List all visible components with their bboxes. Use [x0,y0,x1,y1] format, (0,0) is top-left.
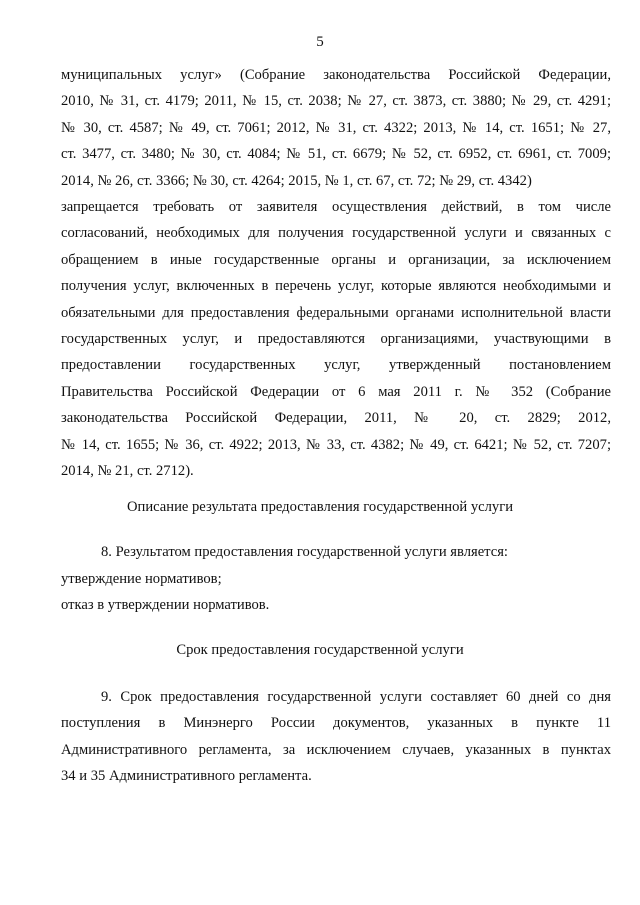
paragraph-line: муниципальных услуг» (Собрание законодательства Российской Федерации, [61,67,611,83]
item-8-intro: 8. Результатом предоставления государственной услуги является: [101,544,508,560]
item-8-option-approval: утверждение нормативов; [61,571,222,587]
section-heading-result: Описание результата предоставления государственной услуги [126,499,514,515]
paragraph-line: № 30, ст. 4587; № 49, ст. 7061; 2012, № 31, ст. 4322; 2013, № 14, ст. 1651; № 27, [61,119,611,136]
paragraph-line: государственных услуг, и предоставляются организациями, участвующими в [61,331,611,348]
paragraph-line: предоставлении государственных услуг, утвержденный постановлением [61,357,611,374]
paragraph-line: поступления в Минэнерго России документов, указанных в пункте 11 [61,715,611,732]
paragraph-line: № 14, ст. 1655; № 36, ст. 4922; 2013, № 33, ст. 4382; № 49, ст. 6421; № 52, ст. 7207; [61,436,611,453]
paragraph-line: 2014, № 26, ст. 3366; № 30, ст. 4264; 2015, № 1, ст. 67, ст. 72; № 29, ст. 4342) [61,172,532,189]
paragraph-line: Правительства Российской Федерации от 6 мая 2011 г. № 352 (Собрание [61,383,611,400]
paragraph-line: обращением в иные государственные органы и организации, за исключением [61,251,611,268]
paragraph-line: 2014, № 21, ст. 2712). [61,463,194,480]
section-heading-term: Срок предоставления государственной услуги [176,642,464,658]
paragraph-line: законодательства Российской Федерации, 2011, № 20, ст. 2829; 2012, [61,410,611,427]
paragraph-line: запрещается требовать от заявителя осуществления действий, в том числе [61,199,611,216]
paragraph-line: получения услуг, включенных в перечень услуг, которые являются необходимыми и [61,278,611,295]
paragraph-line: Административного регламента, за исключением случаев, указанных в пунктах [61,741,611,758]
paragraph-line: 34 и 35 Административного регламента. [61,768,312,785]
paragraph-line: обязательными для предоставления федеральными органами исполнительной власти [61,304,611,321]
item-8-option-refusal: отказ в утверждении нормативов. [61,597,270,613]
paragraph-line: согласований, необходимых для получения государственной услуги и связанных с [61,225,611,242]
paragraph-item-9 [61,684,611,790]
page-number: 5 [316,34,324,50]
paragraph-line: 9. Срок предоставления государственной услуги составляет 60 дней со дня [101,689,611,705]
paragraph-line: 2010, № 31, ст. 4179; 2011, № 15, ст. 2038; № 27, ст. 3873, ст. 3880; № 29, ст. 4291; [61,93,611,110]
paragraph-legal-references [61,62,611,485]
paragraph-line: ст. 3477, ст. 3480; № 30, ст. 4084; № 51, ст. 6679; № 52, ст. 6952, ст. 6961, ст. 7009; [61,146,611,163]
